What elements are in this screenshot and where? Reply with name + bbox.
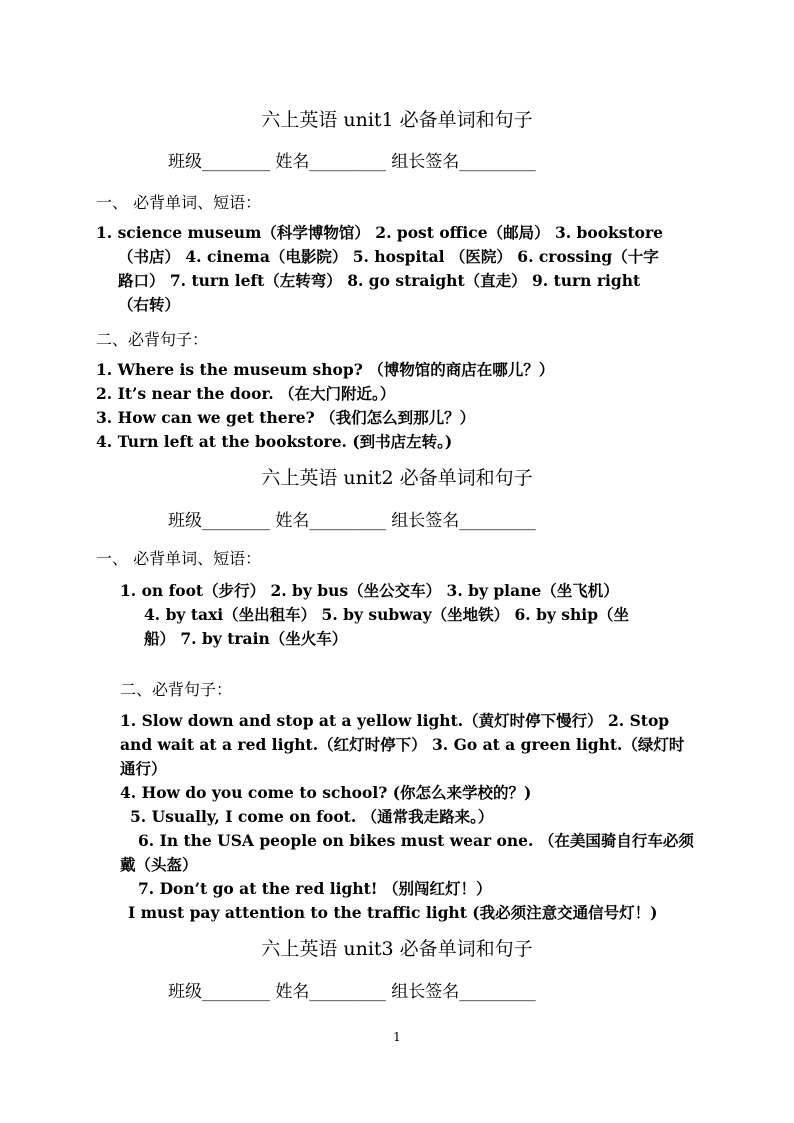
unit2-sentence-line-9: I must pay attention to the traffic light (我必须注意交通信号灯！) <box>128 903 658 922</box>
unit1-sentence-2: 2. It’s near the door. （在大门附近。） <box>96 384 396 403</box>
unit2-words-line-1: 1. on foot（步行） 2. by bus（坐公交车） 3. by plane（坐飞机） <box>120 581 619 600</box>
unit2-sentence-line-6: 6. In the USA people on bikes must wear one. （在美国骑自行车必须 <box>138 831 694 850</box>
unit2-words-line-2: 4. by taxi（坐出租车） 5. by subway（坐地铁） 6. by ship（坐 <box>144 605 630 624</box>
unit2-sentences-heading: 二、必背句子： <box>120 680 233 699</box>
unit2-sentence-line-2: and wait at a red light.（红灯时停下） 3. Go at a green light.（绿灯时 <box>120 735 685 754</box>
unit3-title: 六上英语 unit3 必备单词和句子 <box>261 938 533 960</box>
unit2-words-line-3: 船） 7. by train（坐火车） <box>144 629 348 648</box>
unit2-sentence-line-4: 4. How do you come to school? (你怎么来学校的？) <box>120 783 532 802</box>
unit2-words-heading: 一、 必背单词、短语： <box>96 549 262 568</box>
unit1-sentences-heading: 二、必背句子： <box>96 330 209 349</box>
unit1-sign-line: 班级________ 姓名_________ 组长签名_________ <box>168 152 536 172</box>
unit1-words-line-4: （右转） <box>118 295 181 314</box>
unit2-sign-line: 班级________ 姓名_________ 组长签名_________ <box>168 511 536 531</box>
unit2-sentence-line-1: 1. Slow down and stop at a yellow light.（黄灯时停下慢行） 2. Stop <box>120 711 670 730</box>
unit1-sentence-4: 4. Turn left at the bookstore. (到书店左转。) <box>96 432 453 451</box>
unit2-sentence-line-3: 通行） <box>120 759 167 778</box>
unit1-sentence-1: 1. Where is the museum shop? （博物馆的商店在哪儿？） <box>96 360 555 379</box>
unit1-title: 六上英语 unit1 必备单词和句子 <box>261 109 533 131</box>
unit3-sign-line: 班级________ 姓名_________ 组长签名_________ <box>168 982 536 1002</box>
unit2-sentence-line-7: 戴（头盔） <box>120 855 198 874</box>
unit1-words-line-2: （书店） 4. cinema（电影院） 5. hospital （医院） 6. crossing（十字 <box>118 247 659 266</box>
unit2-sentence-line-5: 5. Usually, I come on foot. （通常我走路来。） <box>130 807 494 826</box>
unit2-title: 六上英语 unit2 必备单词和句子 <box>261 467 533 489</box>
unit1-words-line-3: 路口） 7. turn left（左转弯） 8. go straight（直走） 9. turn right <box>118 271 641 290</box>
unit1-sentence-3: 3. How can we get there? （我们怎么到那儿？） <box>96 408 476 427</box>
unit1-words-line-1: 1. science museum（科学博物馆） 2. post office（邮局） 3. bookstore <box>96 223 664 242</box>
page-number: 1 <box>393 1030 401 1044</box>
unit2-sentence-line-8: 7. Don’t go at the red light! （别闯红灯！） <box>138 879 492 898</box>
unit1-words-heading: 一、 必背单词、短语： <box>96 193 262 212</box>
